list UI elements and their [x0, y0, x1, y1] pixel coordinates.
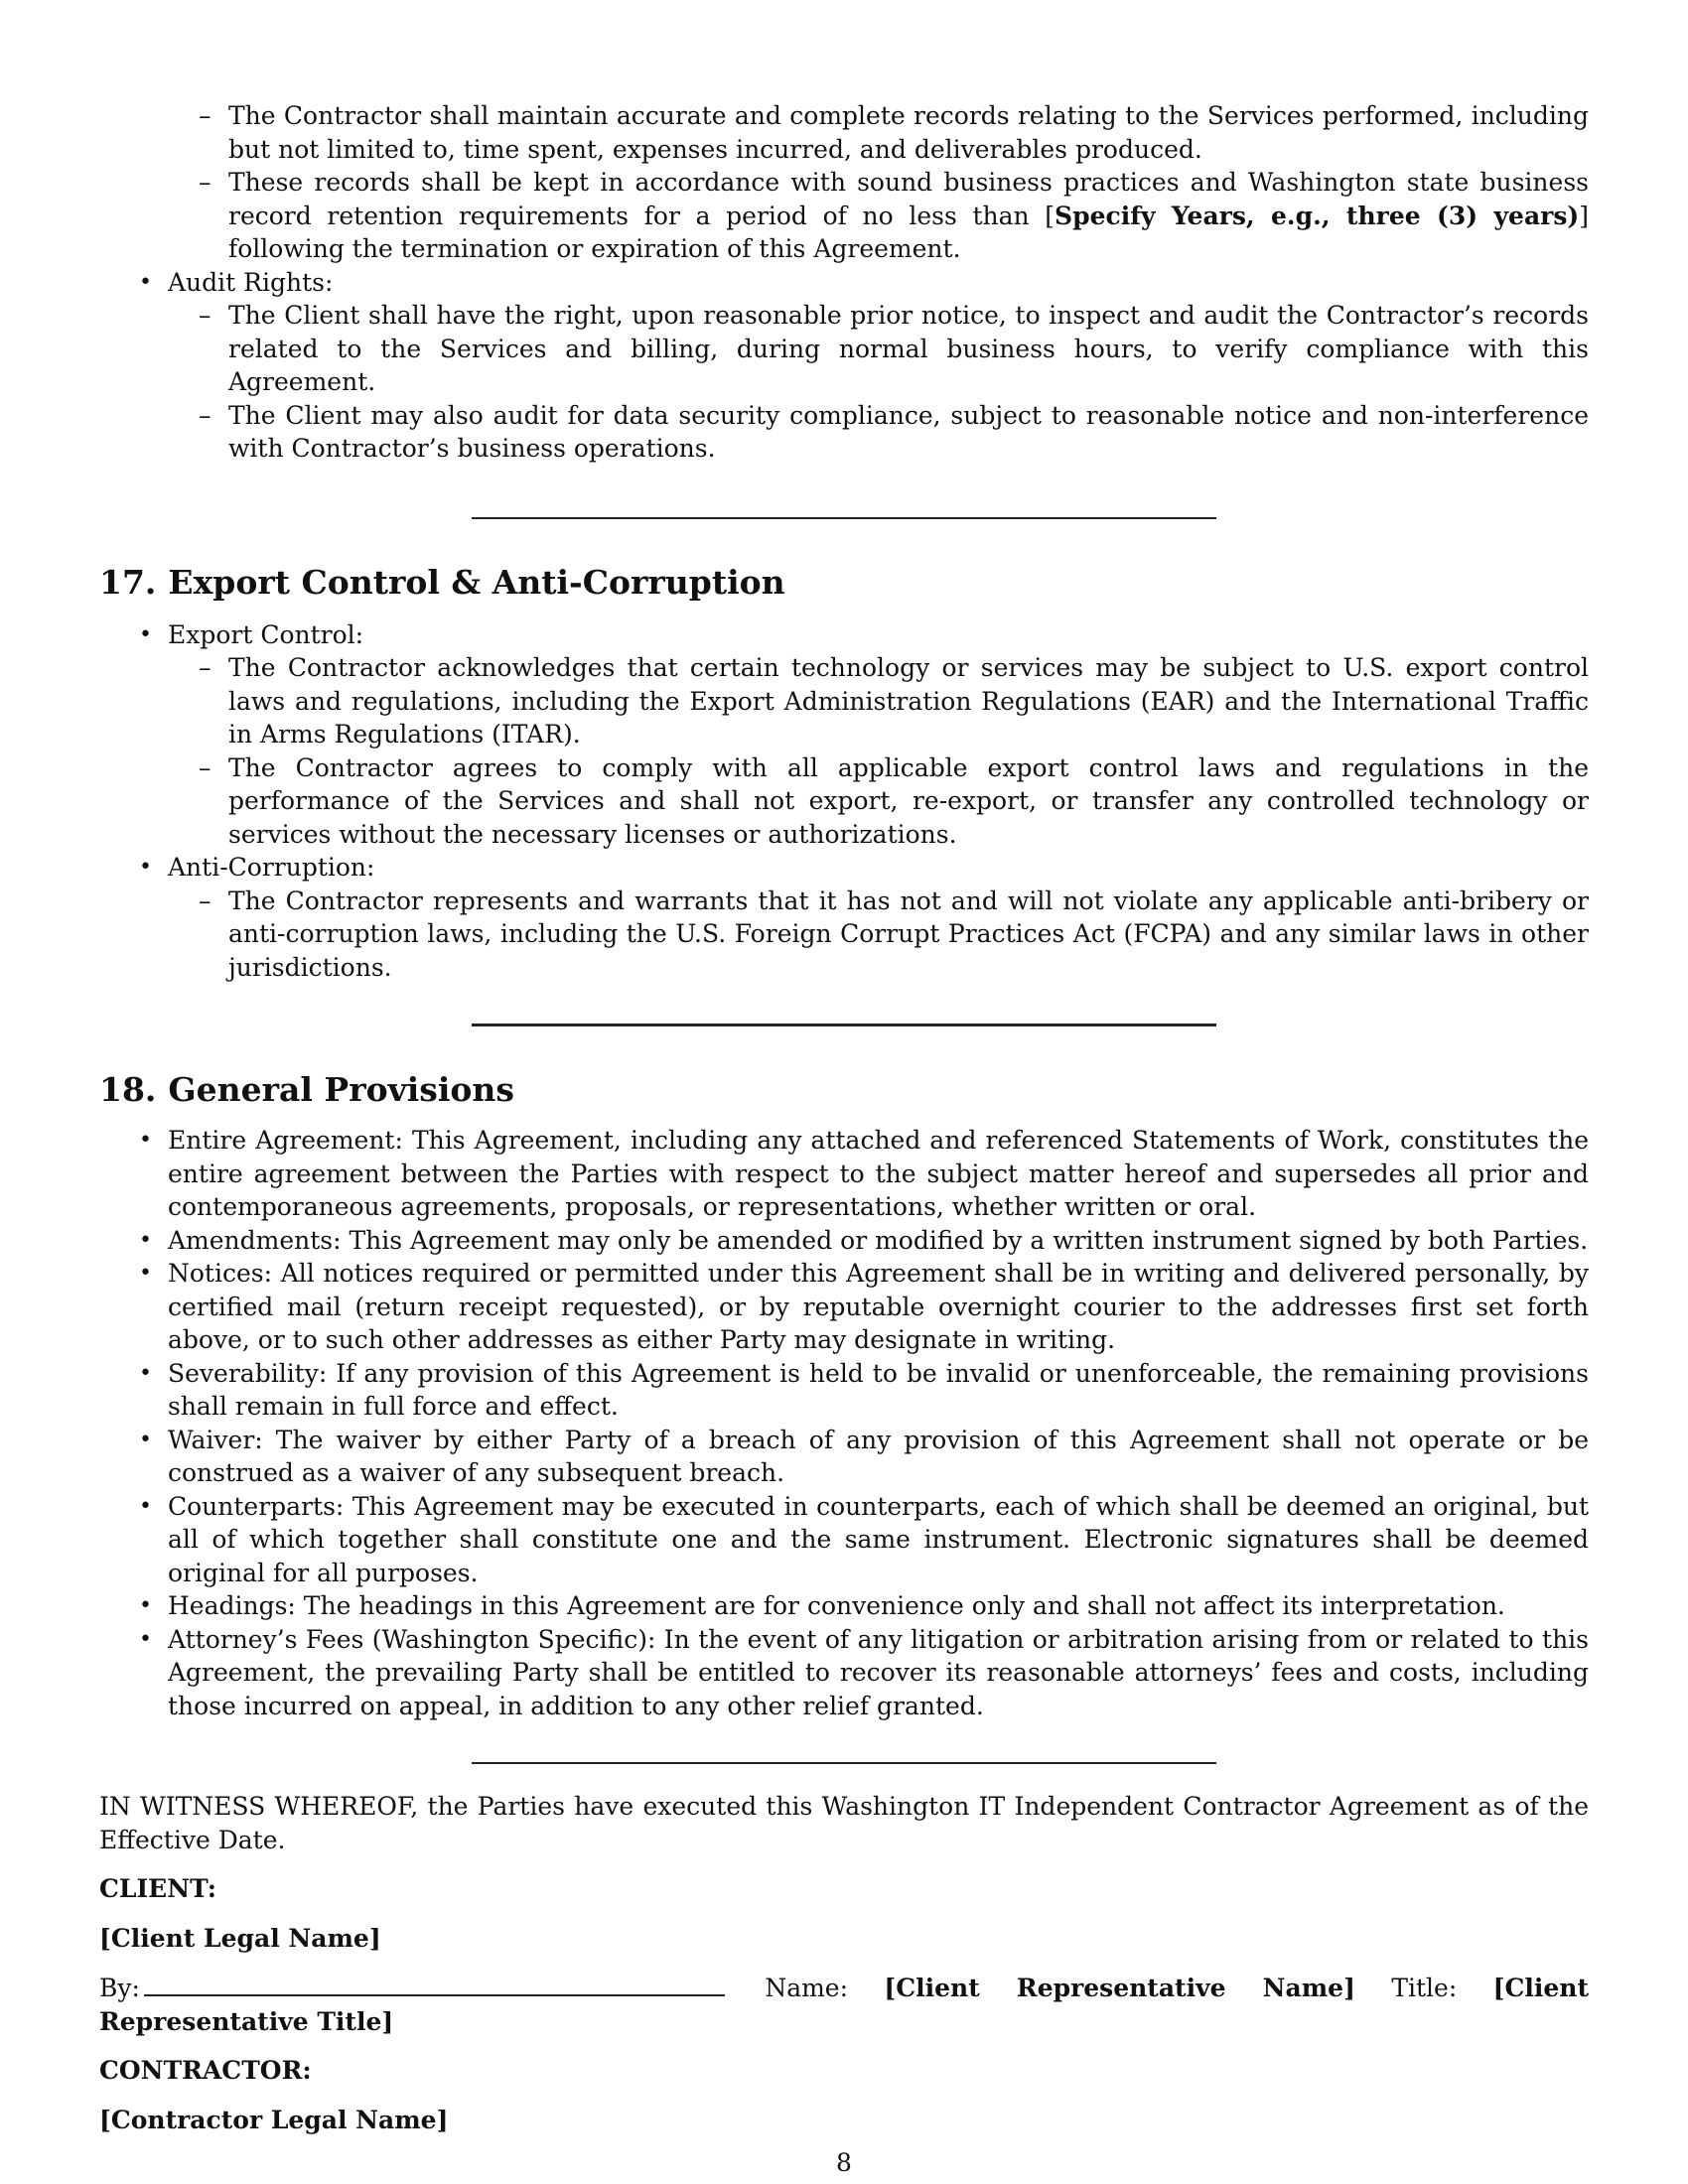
- general-provisions-list: [99, 1124, 1589, 1722]
- provision-item: [99, 1490, 1589, 1590]
- client-rep-name: [Client Representative Name]: [884, 1974, 1355, 2002]
- section-divider: [472, 1762, 1216, 1764]
- records-text-1: The Contractor shall maintain accurate and complete records relating to the Services performed, including but not limited to, time spent, expenses incurred, and deliverables produced.: [228, 101, 1589, 164]
- bullet-marker: •: [139, 1427, 152, 1452]
- page-number: 8: [836, 2148, 852, 2177]
- provision-item: [99, 1589, 1589, 1623]
- name-label: Name:: [765, 1974, 849, 2002]
- provision-item: [99, 1257, 1589, 1357]
- dash-marker: –: [199, 168, 211, 197]
- provision-notices: Notices: All notices required or permitted under this Agreement shall be in writing and delivered personally, by certified mail (return receipt requested), or by reputable overnight courier to the addresses first set forth above, or to such other addresses as either Party may designate in writing.: [168, 1259, 1589, 1354]
- export-dash-item-1: [99, 651, 1589, 751]
- section-18-number: 18.: [99, 1070, 157, 1109]
- client-legal-name: [Client Legal Name]: [99, 1923, 381, 1953]
- records-text-2-pre: These records shall be kept in accordance with sound business practices and Washington state business record retention requirements for a period of no less than [: [228, 168, 1589, 230]
- dash-marker: –: [199, 301, 211, 330]
- dash-marker: –: [199, 400, 211, 430]
- bullet-marker: •: [139, 1227, 152, 1253]
- export-dash-item-2: [99, 751, 1589, 852]
- title-label: Title:: [1391, 1974, 1458, 2002]
- audit-rights-bullet: [99, 266, 1589, 300]
- bullet-marker: •: [139, 1360, 152, 1386]
- anti-corruption-label: Anti-Corruption:: [168, 853, 375, 882]
- audit-dash-item-2: [99, 399, 1589, 466]
- section-17-title: Export Control & Anti-Corruption: [168, 562, 785, 602]
- bullet-marker: •: [139, 1626, 152, 1652]
- contractor-heading: CONTRACTOR:: [99, 2056, 312, 2085]
- section-divider: [472, 517, 1216, 519]
- provision-item: [99, 1124, 1589, 1224]
- dash-marker: –: [199, 886, 211, 915]
- export-control-bullet: [99, 618, 1589, 652]
- bullet-marker: •: [139, 855, 152, 880]
- provision-item: [99, 1357, 1589, 1424]
- provision-waiver: Waiver: The waiver by either Party of a breach of any provision of this Agreement shall not operate or be construed as a waiver of any subsequent breach.: [168, 1425, 1589, 1487]
- records-text-2-post: ] following the termination or expiration of this Agreement.: [228, 201, 1589, 263]
- export-text-1: The Contractor acknowledges that certain technology or services may be subject to U.S. export control laws and regulations, including the Export Administration Regulations (EAR) and the International Traffic in Arms Regulations (ITAR).: [228, 653, 1589, 749]
- client-rep-title: [Client Representative Title]: [99, 1974, 1589, 2036]
- provision-item: [99, 1224, 1589, 1258]
- bullet-marker: •: [139, 1128, 152, 1153]
- records-dash-item-2: [99, 166, 1589, 266]
- bullet-marker: •: [139, 1493, 152, 1519]
- provision-item: [99, 1424, 1589, 1490]
- dash-marker: –: [199, 752, 211, 782]
- section-17-number: 17.: [99, 562, 157, 602]
- section-17-heading: [99, 563, 1589, 603]
- export-control-label: Export Control:: [168, 619, 364, 649]
- provision-headings: Headings: The headings in this Agreement are for convenience only and shall not affect its interpretation.: [168, 1591, 1505, 1620]
- audit-text-2: The Client may also audit for data security compliance, subject to reasonable notice and non-interference with Contractor’s business operations.: [228, 400, 1589, 463]
- records-dash-item-1: [99, 99, 1589, 166]
- provision-counterparts: Counterparts: This Agreement may be executed in counterparts, each of which shall be deemed an original, but all of which together shall constitute one and the same instrument. Electronic signatures shall be deemed original for all purposes.: [168, 1491, 1589, 1587]
- dash-marker: –: [199, 653, 211, 682]
- provision-severability: Severability: If any provision of this Agreement is held to be invalid or unenforceable, the remaining provisions shall remain in full force and effect.: [168, 1358, 1589, 1421]
- audit-rights-label: Audit Rights:: [168, 267, 334, 297]
- records-years-placeholder: Specify Years, e.g., three (3) years): [1055, 201, 1580, 230]
- document-page: [99, 99, 1589, 2136]
- anti-text-1: The Contractor represents and warrants that it has not and will not violate any applicable anti-bribery or anti-corruption laws, including the U.S. Foreign Corrupt Practices Act (FCPA) and any similar laws in other jurisdictions.: [228, 886, 1589, 982]
- client-signature-line: [99, 1971, 1589, 2038]
- audit-dash-item-1: [99, 299, 1589, 399]
- bullet-marker: •: [139, 1593, 152, 1618]
- provision-amendments: Amendments: This Agreement may only be amended or modified by a written instrument signed by both Parties.: [168, 1225, 1589, 1255]
- section-18-title: General Provisions: [168, 1070, 515, 1109]
- bullet-marker: •: [139, 1261, 152, 1286]
- section-18-heading: [99, 1070, 1589, 1110]
- dash-marker: –: [199, 101, 211, 130]
- bullet-marker: •: [139, 621, 152, 647]
- section-divider: [472, 1024, 1216, 1026]
- provision-attorneys-fees: Attorney’s Fees (Washington Specific): In the event of any litigation or arbitration arising from or related to this Agreement, the prevailing Party shall be entitled to recover its reasonable attorneys’ fees and costs, including those incurred on appeal, in addition to any other relief granted.: [168, 1624, 1589, 1720]
- by-label: By:: [99, 1974, 140, 2002]
- bullet-marker: •: [139, 269, 152, 295]
- client-heading: CLIENT:: [99, 1874, 217, 1903]
- audit-text-1: The Client shall have the right, upon reasonable prior notice, to inspect and audit the Contractor’s records related to the Services and billing, during normal business hours, to verify compliance with this Agreement.: [228, 301, 1589, 396]
- anti-dash-item-1: [99, 885, 1589, 985]
- contractor-legal-name: [Contractor Legal Name]: [99, 2105, 449, 2134]
- signature-field[interactable]: [144, 1971, 725, 1996]
- anti-corruption-bullet: [99, 851, 1589, 885]
- provision-item: [99, 1623, 1589, 1723]
- witness-statement: IN WITNESS WHEREOF, the Parties have executed this Washington IT Independent Contractor Agreement as of the Effective Date.: [99, 1792, 1589, 1854]
- provision-entire-agreement: Entire Agreement: This Agreement, including any attached and referenced Statements of Work, constitutes the entire agreement between the Parties with respect to the subject matter hereof and supersedes all prior and contemporaneous agreements, proposals, or representations, whether written or oral.: [168, 1126, 1589, 1221]
- export-text-2: The Contractor agrees to comply with all applicable export control laws and regulations in the performance of the Services and shall not export, re-export, or transfer any controlled technology or services without the necessary licenses or authorizations.: [228, 752, 1589, 849]
